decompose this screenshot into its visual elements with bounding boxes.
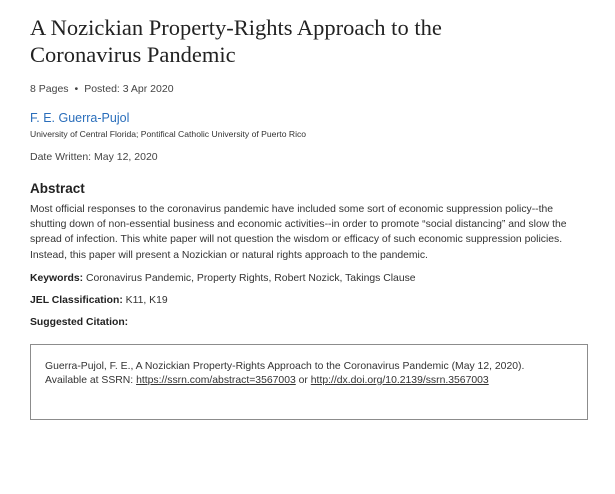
jel-row: [30, 294, 590, 308]
meta-separator: •: [74, 83, 79, 95]
jel-label: JEL Classification:: [30, 294, 123, 306]
posted-date: Posted: 3 Apr 2020: [84, 83, 174, 95]
keywords-label: Keywords:: [30, 272, 84, 284]
abstract-heading: Abstract: [30, 181, 85, 196]
paper-meta: [30, 82, 590, 96]
doi-link[interactable]: http://dx.doi.org/10.2139/ssrn.3567003: [310, 374, 489, 386]
author-link[interactable]: F. E. Guerra-Pujol: [30, 111, 130, 125]
citation-text: [45, 360, 565, 388]
page-count: 8 Pages: [30, 83, 69, 95]
abstract-text: Most official responses to the coronavirus pandemic have included some sort of economic suppression policy--the shutting down of non-essential business and economic activities--in order to promote “social distancing” and slow the spread of infection. This white paper will not question the wisdom or efficacy of such economic suppression policies. Instead, this paper will present a Nozickian or natural rights approach to the pandemic.: [30, 204, 567, 261]
ssrn-abstract-link[interactable]: https://ssrn.com/abstract=3567003: [136, 374, 296, 386]
citation-text-before: Guerra-Pujol, F. E., A Nozickian Property-Rights Approach to the Coronavirus Pandemic (May 12, 2020). Available at SSRN:: [45, 360, 525, 386]
author-affiliation: University of Central Florida; Pontifical Catholic University of Puerto Rico: [30, 129, 307, 139]
citation-text-mid: or: [295, 374, 311, 386]
paper-title: A Nozickian Property-Rights Approach to the Coronavirus Pandemic: [30, 15, 442, 67]
suggested-citation-label: Suggested Citation:: [30, 316, 129, 328]
jel-value: K11, K19: [125, 294, 168, 306]
keywords-row: [30, 272, 590, 286]
citation-box: [30, 344, 588, 420]
keywords-value: Coronavirus Pandemic, Property Rights, Robert Nozick, Takings Clause: [86, 272, 416, 284]
paper-page: [30, 14, 590, 420]
date-written: Date Written: May 12, 2020: [30, 151, 158, 163]
